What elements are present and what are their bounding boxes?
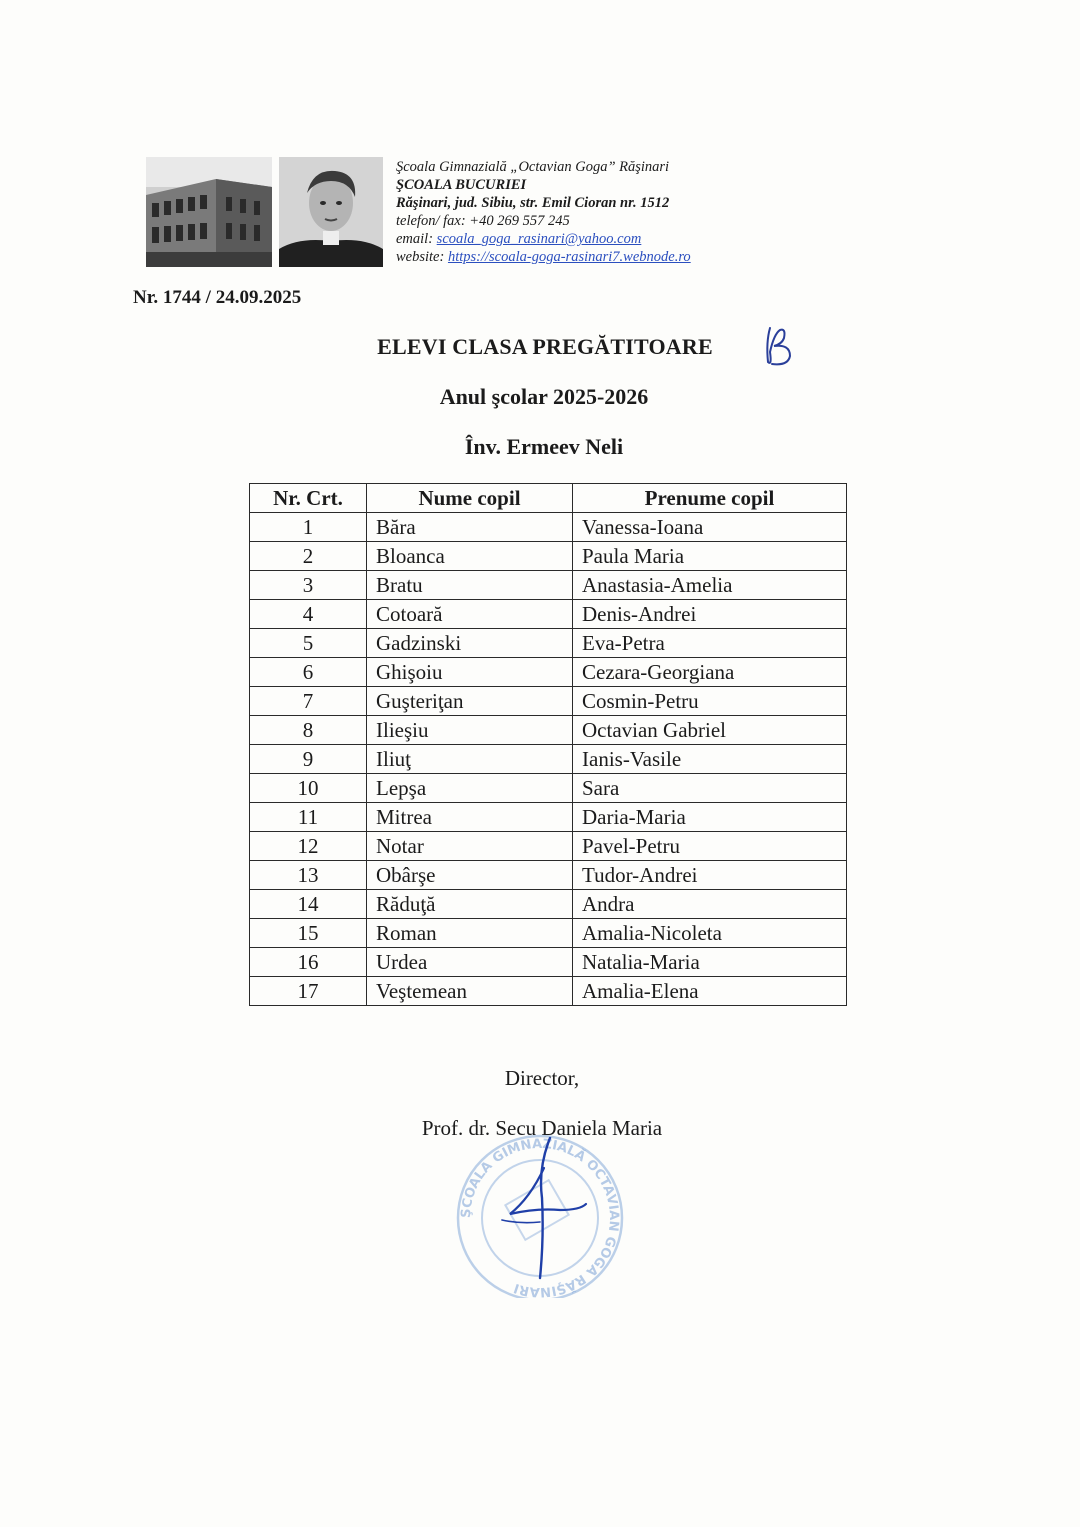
cell-nr-crt: 3 [250,571,367,600]
table-row [250,977,847,1006]
cell-nume-copil: Mitrea [367,803,573,832]
school-phone: telefon/ fax: +40 269 557 245 [396,213,570,229]
cell-nume-copil: Gadzinski [367,629,573,658]
cell-prenume-copil: Cosmin-Petru [573,687,847,716]
email-link[interactable]: scoala_goga_rasinari@yahoo.com [436,231,642,247]
table-row [250,687,847,716]
cell-prenume-copil: Anastasia-Amelia [573,571,847,600]
cell-prenume-copil: Daria-Maria [573,803,847,832]
school-motto: ŞCOALA BUCURIEI [396,177,527,193]
cell-prenume-copil: Ianis-Vasile [573,745,847,774]
cell-nr-crt: 5 [250,629,367,658]
cell-prenume-copil: Andra [573,890,847,919]
table-row [250,919,847,948]
cell-nume-copil: Ilieşiu [367,716,573,745]
cell-prenume-copil: Natalia-Maria [573,948,847,977]
cell-nume-copil: Guşteriţan [367,687,573,716]
director-title: Director, [504,1066,580,1090]
cell-nume-copil: Bloanca [367,542,573,571]
cell-prenume-copil: Amalia-Elena [573,977,847,1006]
cell-nume-copil: Urdea [367,948,573,977]
cell-nr-crt: 16 [250,948,367,977]
table-row [250,774,847,803]
school-website-line [396,248,816,266]
table-row [250,629,847,658]
table-row [250,542,847,571]
cell-nume-copil: Notar [367,832,573,861]
portrait-photo [279,157,383,267]
cell-nume-copil: Obârşe [367,861,573,890]
document-number: Nr. 1744 / 24.09.2025 [133,287,302,308]
cell-nume-copil: Roman [367,919,573,948]
cell-nr-crt: 13 [250,861,367,890]
website-label: website: [396,249,445,265]
table-row [250,513,847,542]
cell-nr-crt: 14 [250,890,367,919]
table-row [250,745,847,774]
cell-nume-copil: Lepşa [367,774,573,803]
cell-nume-copil: Cotoară [367,600,573,629]
cell-prenume-copil: Tudor-Andrei [573,861,847,890]
official-stamp-signature [440,1128,640,1298]
table-row [250,658,847,687]
cell-prenume-copil: Octavian Gabriel [573,716,847,745]
cell-nr-crt: 10 [250,774,367,803]
handwritten-class-letter [760,322,800,370]
table-header-row [250,484,847,513]
director-name: Prof. dr. Secu Daniela Maria [421,1116,663,1140]
cell-nume-copil: Bratu [367,571,573,600]
table-row [250,861,847,890]
cell-nume-copil: Băra [367,513,573,542]
table-row [250,600,847,629]
website-link[interactable]: https://scoala-goga-rasinari7.webnode.ro [447,249,691,265]
header-nume-copil: Nume copil [367,484,573,513]
school-info [396,158,816,266]
cell-nr-crt: 12 [250,832,367,861]
teacher-name: Înv. Ermeev Neli [464,434,624,459]
cell-nr-crt: 2 [250,542,367,571]
header-nr-crt: Nr. Crt. [250,484,367,513]
cell-nume-copil: Răduţă [367,890,573,919]
school-building-photo [146,157,272,267]
table-row [250,832,847,861]
school-address: Răşinari, jud. Sibiu, str. Emil Cioran nr. 1512 [396,195,670,211]
cell-prenume-copil: Paula Maria [573,542,847,571]
table-row [250,948,847,977]
cell-prenume-copil: Vanessa-Ioana [573,513,847,542]
cell-nr-crt: 17 [250,977,367,1006]
cell-nume-copil: Veştemean [367,977,573,1006]
cell-nr-crt: 7 [250,687,367,716]
cell-prenume-copil: Pavel-Petru [573,832,847,861]
cell-nr-crt: 4 [250,600,367,629]
school-year: Anul şcolar 2025-2026 [439,384,649,409]
cell-nr-crt: 8 [250,716,367,745]
cell-nr-crt: 6 [250,658,367,687]
document-title: ELEVI CLASA PREGĂTITOARE [377,334,713,359]
header-prenume-copil: Prenume copil [573,484,847,513]
school-email-line [396,230,816,248]
cell-nr-crt: 1 [250,513,367,542]
school-name: Şcoala Gimnazială „Octavian Goga” Răşinari [396,159,670,175]
cell-prenume-copil: Cezara-Georgiana [573,658,847,687]
students-table [249,483,847,1006]
cell-nr-crt: 11 [250,803,367,832]
cell-nume-copil: Ghişoiu [367,658,573,687]
stamp-text: ŞCOALA GIMNAZIALĂ OCTAVIAN GOGA RĂŞINARI [458,1136,622,1298]
cell-prenume-copil: Denis-Andrei [573,600,847,629]
table-row [250,890,847,919]
cell-nr-crt: 9 [250,745,367,774]
cell-prenume-copil: Eva-Petra [573,629,847,658]
cell-prenume-copil: Amalia-Nicoleta [573,919,847,948]
table-row [250,571,847,600]
email-label: email: [396,231,434,247]
cell-nume-copil: Iliuţ [367,745,573,774]
table-row [250,803,847,832]
cell-nr-crt: 15 [250,919,367,948]
cell-prenume-copil: Sara [573,774,847,803]
table-row [250,716,847,745]
